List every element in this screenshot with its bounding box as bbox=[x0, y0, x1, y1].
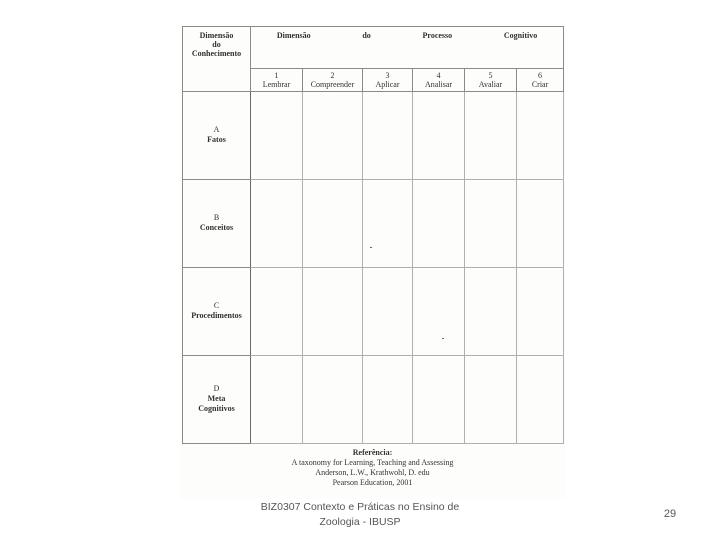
table-cell bbox=[303, 91, 363, 179]
table-cell bbox=[363, 355, 413, 443]
table-cell bbox=[465, 91, 517, 179]
level-number: 3 bbox=[385, 70, 390, 80]
level-number: 1 bbox=[274, 70, 279, 80]
level-name: Avaliar bbox=[478, 79, 503, 89]
table-cell bbox=[517, 267, 564, 355]
table-cell bbox=[413, 91, 465, 179]
table-cell bbox=[251, 179, 303, 267]
row-label-procedimentos bbox=[183, 267, 251, 355]
table-cell bbox=[363, 267, 413, 355]
taxonomy-table bbox=[182, 26, 564, 444]
level-header bbox=[363, 69, 413, 92]
reference-title: Referência: bbox=[352, 448, 393, 457]
level-name: Criar bbox=[531, 79, 549, 89]
level-header bbox=[465, 69, 517, 92]
table-cell bbox=[363, 91, 413, 179]
table-cell bbox=[251, 91, 303, 179]
table-cell bbox=[303, 179, 363, 267]
row-letter: A bbox=[213, 125, 220, 135]
row-letter: D bbox=[213, 384, 220, 394]
level-name: Analisar bbox=[424, 79, 453, 89]
table-cell bbox=[363, 179, 413, 267]
level-header bbox=[413, 69, 465, 92]
table-cell bbox=[465, 179, 517, 267]
table-cell bbox=[517, 355, 564, 443]
header-word: Cognitivo bbox=[503, 31, 538, 40]
level-number: 6 bbox=[538, 70, 543, 80]
level-header bbox=[517, 69, 564, 92]
table-cell bbox=[413, 267, 465, 355]
row-label-metacognitivos bbox=[183, 355, 251, 443]
level-number: 5 bbox=[488, 70, 493, 80]
header-word: do bbox=[362, 31, 371, 40]
table-cell bbox=[413, 179, 465, 267]
scan-speck bbox=[442, 338, 444, 339]
slide-footer bbox=[240, 500, 480, 530]
level-number: 2 bbox=[330, 70, 335, 80]
corner-header-bottom bbox=[183, 69, 251, 92]
cognitive-dimension-header bbox=[251, 27, 564, 69]
reference-line: A taxonomy for Learning, Teaching and Assessing bbox=[291, 458, 454, 467]
corner-line-1: Dimensão bbox=[199, 31, 234, 40]
reference-block bbox=[180, 448, 565, 488]
table-cell bbox=[251, 267, 303, 355]
row-name: Meta bbox=[207, 394, 226, 404]
corner-line-2: do bbox=[212, 40, 221, 49]
header-word: Dimensão bbox=[276, 31, 311, 40]
table-cell bbox=[251, 355, 303, 443]
header-word: Processo bbox=[422, 31, 453, 40]
page-number: 29 bbox=[663, 508, 677, 520]
row-letter: C bbox=[213, 301, 220, 311]
taxonomy-table-image bbox=[180, 24, 565, 499]
footer-line-2: Zoologia - IBUSP bbox=[319, 516, 401, 528]
table-cell bbox=[303, 267, 363, 355]
table-cell bbox=[465, 267, 517, 355]
table-cell bbox=[413, 355, 465, 443]
level-name: Aplicar bbox=[375, 79, 400, 89]
level-name: Lembrar bbox=[262, 79, 291, 89]
row-name: Fatos bbox=[207, 135, 226, 145]
level-number: 4 bbox=[436, 70, 441, 80]
row-name-2: Cognitivos bbox=[198, 404, 235, 414]
corner-header bbox=[183, 27, 251, 69]
table-cell bbox=[465, 355, 517, 443]
row-label-conceitos bbox=[183, 179, 251, 267]
row-name: Conceitos bbox=[199, 223, 234, 233]
level-header bbox=[303, 69, 363, 92]
row-label-fatos bbox=[183, 91, 251, 179]
table-cell bbox=[517, 179, 564, 267]
table-cell bbox=[303, 355, 363, 443]
corner-line-3: Conhecimento bbox=[191, 49, 242, 58]
footer-line-1: BIZ0307 Contexto e Práticas no Ensino de bbox=[260, 501, 460, 513]
reference-line: Anderson, L.W., Krathwohl, D. edu bbox=[315, 468, 430, 477]
table-cell bbox=[517, 91, 564, 179]
level-name: Compreender bbox=[310, 79, 355, 89]
level-header bbox=[251, 69, 303, 92]
scan-speck bbox=[370, 247, 372, 248]
row-letter: B bbox=[213, 213, 220, 223]
row-name: Procedimentos bbox=[191, 311, 242, 321]
reference-line: Pearson Education, 2001 bbox=[332, 478, 413, 487]
